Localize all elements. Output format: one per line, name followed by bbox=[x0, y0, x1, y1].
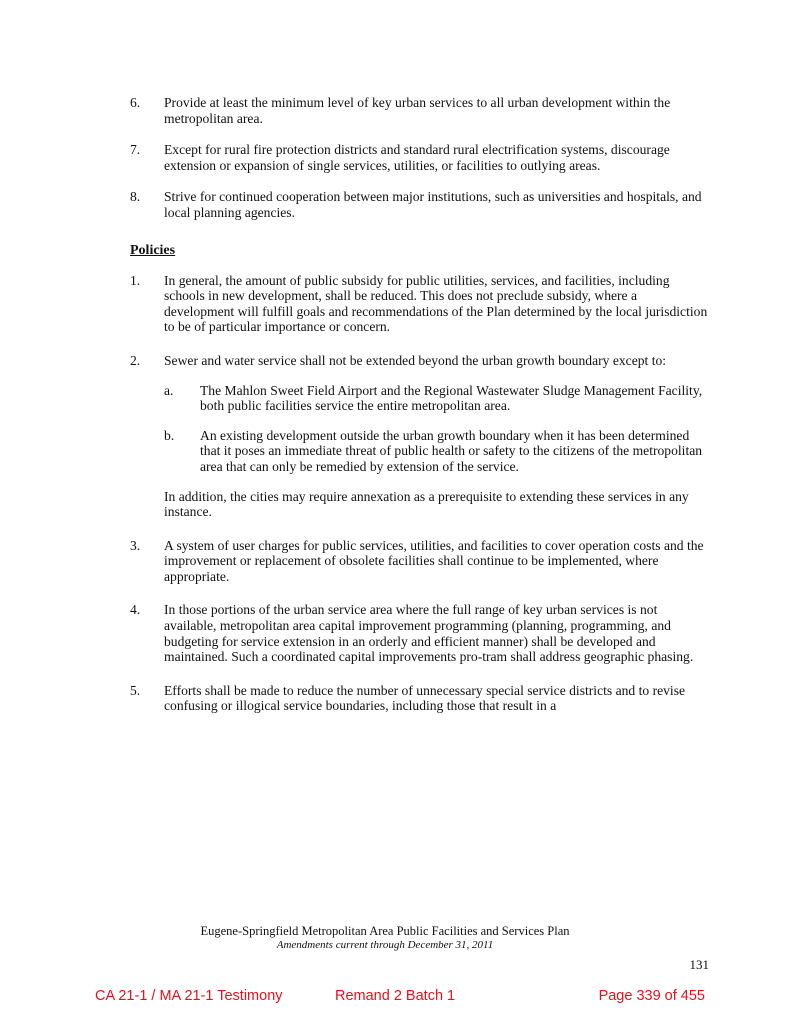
item-number: 7. bbox=[130, 142, 141, 158]
item-text: Efforts shall be made to reduce the number of unnecessary special service districts and to revise confusing or illogical service boundaries, including those that result in a bbox=[164, 682, 686, 714]
sub-item bbox=[164, 383, 710, 414]
goal-item bbox=[130, 189, 710, 220]
sub-item-letter: b. bbox=[164, 427, 175, 443]
sub-item-text: The Mahlon Sweet Field Airport and the Regional Wastewater Sludge Management Facility, both public facilities service the entire metropolitan area. bbox=[200, 382, 703, 414]
goal-item bbox=[130, 142, 710, 173]
footer-title: Eugene-Springfield Metropolitan Area Public Facilities and Services Plan bbox=[200, 924, 570, 938]
sub-item-text: An existing development outside the urban growth boundary when it has been determined that it poses an immediate threat of public health or safety to the citizens of the metropolitan area that can only be remedied by extension of the service. bbox=[200, 427, 703, 474]
item-text: Sewer and water service shall not be extended beyond the urban growth boundary except to: bbox=[164, 352, 667, 368]
item-text: Provide at least the minimum level of key urban services to all urban development within the metropolitan area. bbox=[164, 95, 671, 126]
stamp-page-label: Page 339 of 455 bbox=[598, 988, 705, 1004]
page-number: 131 bbox=[689, 957, 709, 972]
item-number: 3. bbox=[130, 537, 141, 553]
item-number: 2. bbox=[130, 352, 141, 368]
document-body bbox=[130, 95, 710, 730]
sub-item bbox=[164, 428, 710, 475]
policy-item bbox=[130, 538, 710, 585]
footer-subtitle: Amendments current through December 31, 2011 bbox=[276, 939, 494, 951]
policies-heading: Policies bbox=[130, 242, 176, 258]
item-text: A system of user charges for public services, utilities, and facilities to cover operation costs and the improvement or replacement of obsolete facilities shall continue to be implemented, where appropriate. bbox=[164, 537, 704, 584]
goal-item bbox=[130, 95, 710, 126]
item-number: 8. bbox=[130, 189, 141, 205]
item-text: Except for rural fire protection districts and standard rural electrification systems, discourage extension or expansion of single services, utilities, or facilities to outlying areas. bbox=[164, 142, 670, 173]
stamp-batch-label: Remand 2 Batch 1 bbox=[335, 988, 456, 1004]
item-number: 6. bbox=[130, 95, 141, 110]
policy-item bbox=[130, 273, 710, 335]
item-text: In those portions of the urban service area where the full range of key urban services is not available, metropolitan area capital improvement programming (planning, programming, and budgeting for service extension in an orderly and efficient manner) shall be developed and maintained. Such a coordinated capital improvements pro-tram shall address geographic phasing. bbox=[164, 602, 694, 665]
policy-item bbox=[130, 602, 710, 664]
policy-item bbox=[130, 683, 710, 714]
item-text: In general, the amount of public subsidy for public utilities, services, and facilities, including schools in new development, shall be reduced. This does not preclude subsidy, where a development will fulfill goals and recommendations of the Plan determined by the local jurisdiction to be of particular importance or concern. bbox=[164, 272, 708, 335]
item-number: 1. bbox=[130, 272, 141, 288]
stamp-case-label: CA 21-1 / MA 21-1 Testimony bbox=[95, 988, 283, 1004]
item-number: 4. bbox=[130, 602, 141, 618]
item-number: 5. bbox=[130, 682, 141, 698]
sub-item-letter: a. bbox=[164, 382, 174, 398]
item-text: Strive for continued cooperation between major institutions, such as universities and hospitals, and local planning agencies. bbox=[164, 189, 702, 220]
addition-paragraph: In addition, the cities may require annexation as a prerequisite to extending these services in any instance. bbox=[164, 488, 689, 520]
policy-item bbox=[130, 353, 710, 520]
